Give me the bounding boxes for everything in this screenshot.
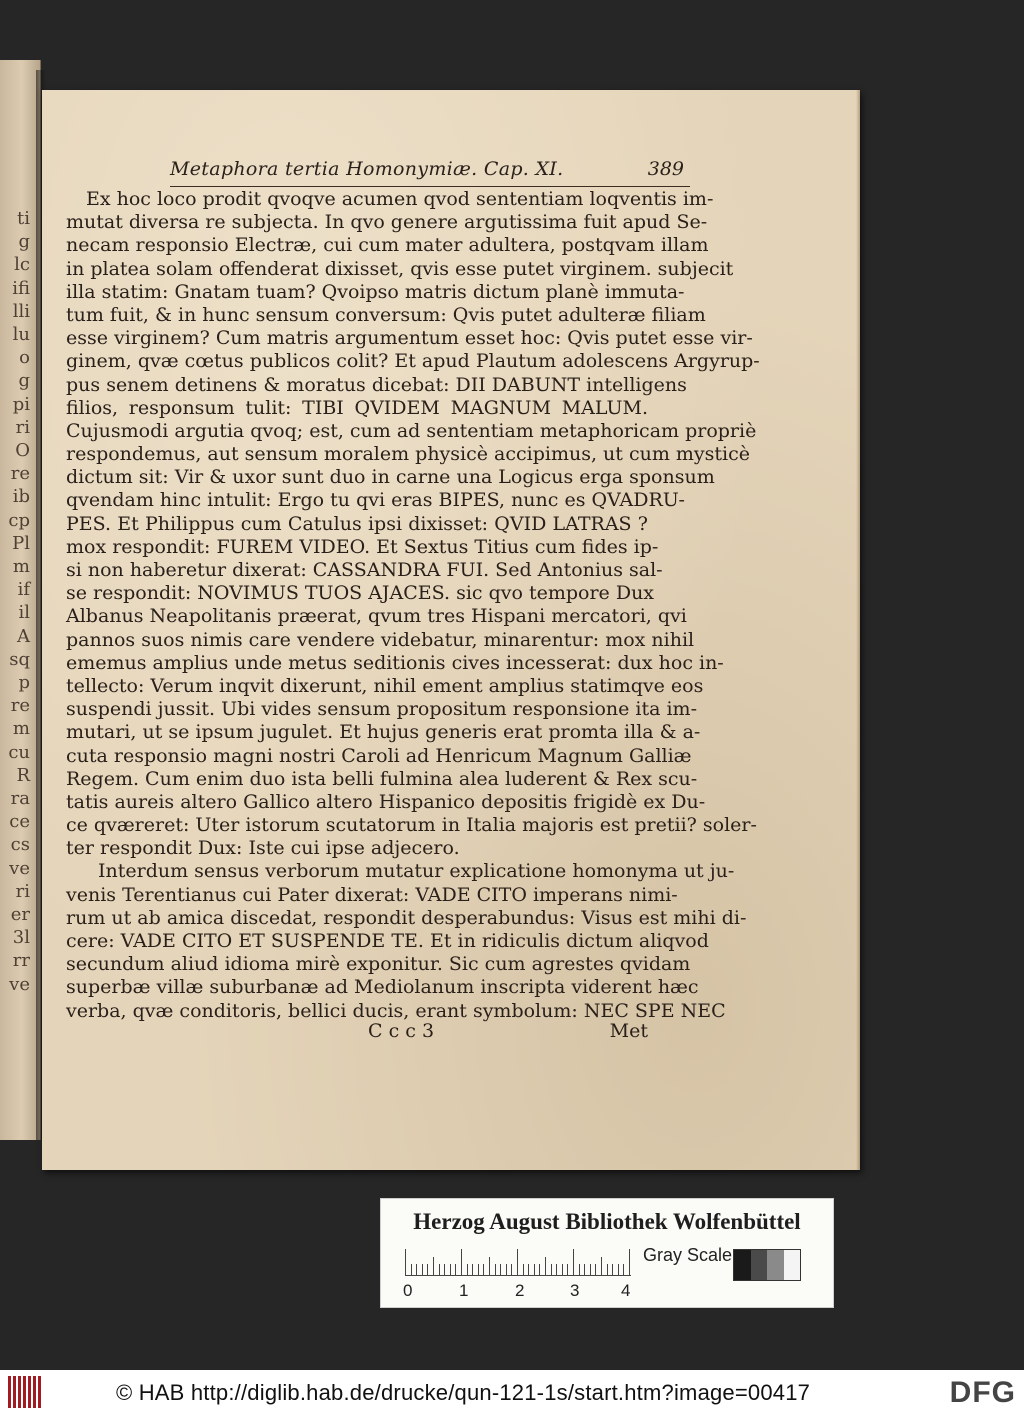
copyright-credit: © HAB http://diglib.hab.de/drucke/qun-121-1s/start.htm?image=00417: [116, 1380, 811, 1405]
catchline: [66, 1020, 648, 1044]
ruler-tick: [612, 1264, 613, 1275]
text-line: filios, responsum tulit: TIBI QVIDEM MAGNUM MALUM.: [66, 396, 648, 419]
logo-bar: [8, 1376, 11, 1408]
footer-bar: [0, 1370, 1024, 1416]
ruler-tick: [478, 1264, 479, 1275]
fragment-text: O: [15, 440, 30, 461]
running-head: [170, 158, 690, 187]
text-line: mox respondit: FUREM VIDEO. Et Sextus Titius cum fides ip-: [66, 535, 659, 558]
text-line: esse virginem? Cum matris argumentum esset hoc: Qvis putet esse vir-: [66, 327, 753, 350]
ruler-tick: [511, 1264, 512, 1275]
ruler-tick: [489, 1257, 490, 1275]
gray-patch: [767, 1250, 784, 1280]
institution-name: Herzog August Bibliothek Wolfenbüttel: [413, 1209, 801, 1234]
signature-mark: C c c 3: [368, 1020, 435, 1042]
ruler-tick: [528, 1264, 529, 1275]
fragment-text: il: [18, 602, 30, 624]
fragment-text: ib: [12, 486, 30, 508]
fragment-text: re: [10, 463, 30, 485]
fragment-text: ti: [17, 208, 30, 229]
fragment-text: A: [17, 625, 30, 647]
ruler-tick: [573, 1249, 574, 1275]
fragment-text: g: [18, 231, 30, 253]
dfg-logo: DFG: [949, 1376, 1016, 1409]
gray-scale-label: Gray Scale: [643, 1245, 733, 1265]
ruler-tick: [567, 1264, 568, 1275]
ruler-number: 2: [515, 1281, 525, 1300]
fragment-text: o: [19, 347, 30, 369]
ruler-tick: [495, 1264, 496, 1275]
text-line: ter respondit Dux: Iste cui ipse adjecero.: [66, 837, 460, 860]
text-line: tellecto: Verum inqvit dixerunt, nihil ement amplius statimqve eos: [66, 674, 704, 697]
ruler-tick: [416, 1264, 417, 1275]
ruler-tick: [517, 1249, 518, 1275]
ruler-tick: [472, 1264, 473, 1275]
fragment-text: p: [18, 672, 30, 693]
text-line: tum fuit, & in hunc sensum conversum: Qvis putet adulteræ filiam: [66, 303, 706, 326]
ruler-tick: [618, 1264, 619, 1275]
measure-ruler: [405, 1247, 631, 1276]
ruler-tick: [551, 1264, 552, 1275]
logo-bar: [38, 1376, 41, 1408]
hab-barcode-logo-icon: [8, 1376, 44, 1408]
text-line: necam responsio Electræ, cui cum mater adultera, postqvam illam: [66, 234, 709, 257]
text-line: respondemus, aut sensum moralem physicè accipimus, ut cum mysticè: [66, 443, 750, 466]
ruler-tick: [601, 1257, 602, 1275]
text-line: cere: VADE CITO ET SUSPENDE TE. Et in ridiculis dictum aliqvod: [66, 930, 709, 952]
fragment-text: R: [16, 764, 30, 786]
text-line: Cujusmodi argutia qvoq; est, cum ad sententiam metaphoricam propriè: [66, 419, 757, 442]
ruler-tick: [483, 1264, 484, 1275]
fragment-text: lu: [12, 324, 30, 345]
text-line: dictum sit: Vir & uxor sunt duo in carne una Logicus erga sponsum: [66, 466, 715, 489]
fragment-text: cp: [8, 509, 30, 531]
page-edge: [856, 90, 860, 1170]
ruler-number: 0: [403, 1281, 413, 1300]
text-line: secundum aliud idioma mirè exponitur. Sic cum agrestes qvidam: [66, 953, 691, 976]
ruler-number: 3: [570, 1281, 580, 1300]
text-line: mutari, ut se ipsum jugulet. Et hujus generis erat promta illa & a-: [66, 721, 701, 744]
text-line: rum ut ab amica discedat, respondit desperabundus: Visus est mihi di-: [66, 906, 747, 929]
ruler-tick: [433, 1257, 434, 1275]
fragment-text: lli: [12, 300, 30, 322]
logo-bar: [28, 1376, 31, 1408]
ruler-tick: [562, 1264, 563, 1275]
gray-scale-patches: [733, 1249, 801, 1281]
text-line: suspendi jussit. Ubi vides sensum propositum responsione ita im-: [66, 698, 697, 721]
fragment-text: g: [18, 370, 30, 392]
fragment-text: ce: [9, 811, 30, 833]
text-line: ginem, qvæ cœtus publicos colit? Et apud Plautum adolescens Argyrup-: [66, 350, 760, 373]
ruler-tick: [422, 1264, 423, 1275]
ruler-tick: [629, 1249, 630, 1275]
ruler-tick: [467, 1264, 468, 1275]
text-line: tatis aureis altero Gallico altero Hispanico depositis frigidè ex Du-: [66, 790, 706, 813]
text-line: pannos suos nimis care vendere videbatur, minarentur: mox nihil: [66, 628, 695, 651]
fragment-text: ra: [10, 788, 30, 809]
fragment-text: ve: [9, 857, 30, 879]
fragment-text: 3l: [12, 927, 30, 949]
text-line: cuta responsio magni nostri Caroli ad Henricum Magnum Galliæ: [66, 744, 692, 767]
text-line: Albanus Neapolitanis præerat, qvum tres Hispani mercatori, qvi: [66, 605, 687, 628]
ruler-tick: [623, 1264, 624, 1275]
ruler-tick: [427, 1264, 428, 1275]
ruler-number: 1: [459, 1281, 469, 1300]
ruler-tick: [506, 1264, 507, 1275]
fragment-text: ve: [9, 973, 30, 995]
text-line: ce qværeret: Uter istorum scutatorum in Italia majoris est pretii? soler-: [66, 814, 757, 837]
fragment-text: ri: [15, 416, 30, 438]
gray-patch: [784, 1250, 801, 1280]
fragment-text: cs: [10, 834, 30, 856]
fragment-text: re: [10, 695, 30, 717]
ruler-tick: [455, 1264, 456, 1275]
text-line: mutat diversa re subjecta. In qvo genere argutissima fuit apud Se-: [66, 211, 708, 234]
text-line: in platea solam offenderat dixisset, qvis esse putet virginem. subjecit: [66, 257, 734, 280]
fragment-text: ri: [15, 880, 30, 902]
fragment-text: Pl: [12, 532, 30, 554]
ruler-tick: [439, 1264, 440, 1275]
fragment-text: m: [12, 718, 30, 740]
running-head-title: Metaphora tertia Homonymiæ. Cap. XI.: [170, 158, 564, 180]
fragment-text: m: [12, 556, 30, 577]
body-text: [66, 188, 760, 1023]
text-line: qvendam hinc intulit: Ergo tu qvi eras BIPES, nunc es QVADRU-: [66, 489, 685, 512]
fragment-text: ifi: [12, 277, 30, 299]
ruler-tick: [579, 1264, 580, 1275]
ruler-tick: [539, 1264, 540, 1275]
ruler-tick: [444, 1264, 445, 1275]
text-line: Ex hoc loco prodit qvoqve acumen qvod sententiam loqventis im-: [86, 188, 714, 210]
previous-page-fragment: [0, 60, 41, 1140]
logo-bar: [33, 1376, 36, 1408]
text-line: si non haberetur dixerat: CASSANDRA FUI. Sed Antonius sal-: [66, 559, 663, 581]
ruler-tick: [590, 1264, 591, 1275]
text-line: ememus amplius unde metus seditionis cives incesserat: dux hoc in-: [66, 651, 724, 674]
text-line: Regem. Cum enim duo ista belli fulmina alea luderent & Rex scu-: [66, 767, 698, 790]
gray-patch: [751, 1250, 768, 1280]
catchword: Met: [609, 1020, 648, 1042]
page-number: 389: [647, 158, 684, 180]
color-reference-card: [380, 1198, 834, 1308]
ruler-tick: [534, 1264, 535, 1275]
ruler-tick: [405, 1249, 406, 1275]
ruler-tick: [545, 1257, 546, 1275]
logo-bar: [18, 1376, 21, 1408]
ruler-tick: [461, 1249, 462, 1275]
ruler-tick: [607, 1264, 608, 1275]
gray-patch: [734, 1250, 751, 1280]
ruler-tick: [523, 1264, 524, 1275]
book-page: [42, 90, 860, 1170]
text-line: pus senem detinens & moratus dicebat: DII DABUNT intelligens: [66, 373, 687, 396]
text-line: venis Terentianus cui Pater dixerat: VADE CITO imperans nimi-: [66, 883, 678, 906]
fragment-text: cu: [8, 741, 30, 763]
text-line: illa statim: Gnatam tuam? Qvoipso matris dictum planè immuta-: [66, 280, 685, 303]
ruler-tick: [556, 1264, 557, 1275]
fragment-text: er: [10, 904, 30, 925]
ruler-number: 4: [621, 1281, 631, 1300]
fragment-text: rr: [12, 950, 30, 972]
text-line: PES. Et Philippus cum Catulus ipsi dixisset: QVID LATRAS ?: [66, 512, 648, 535]
fragment-text: if: [17, 579, 30, 601]
fragment-text: sq: [9, 648, 30, 670]
fragment-text: lc: [14, 254, 30, 276]
text-line: superbæ villæ suburbanæ ad Mediolanum inscripta viderent hæc: [66, 976, 699, 999]
ruler-tick: [595, 1264, 596, 1275]
ruler-tick: [584, 1264, 585, 1275]
ruler-tick: [450, 1264, 451, 1275]
logo-bar: [23, 1376, 26, 1408]
text-line: se respondit: NOVIMUS TUOS AJACES. sic qvo tempore Dux: [66, 582, 655, 605]
fragment-text: pi: [12, 393, 30, 415]
text-line: Interdum sensus verborum mutatur explicatione homonyma ut ju-: [98, 860, 735, 883]
logo-bar: [13, 1376, 16, 1408]
ruler-tick: [411, 1264, 412, 1275]
ruler-tick: [500, 1264, 501, 1275]
text-line: verba, qvæ conditoris, bellici ducis, erant symbolum: NEC SPE NEC: [66, 999, 726, 1022]
